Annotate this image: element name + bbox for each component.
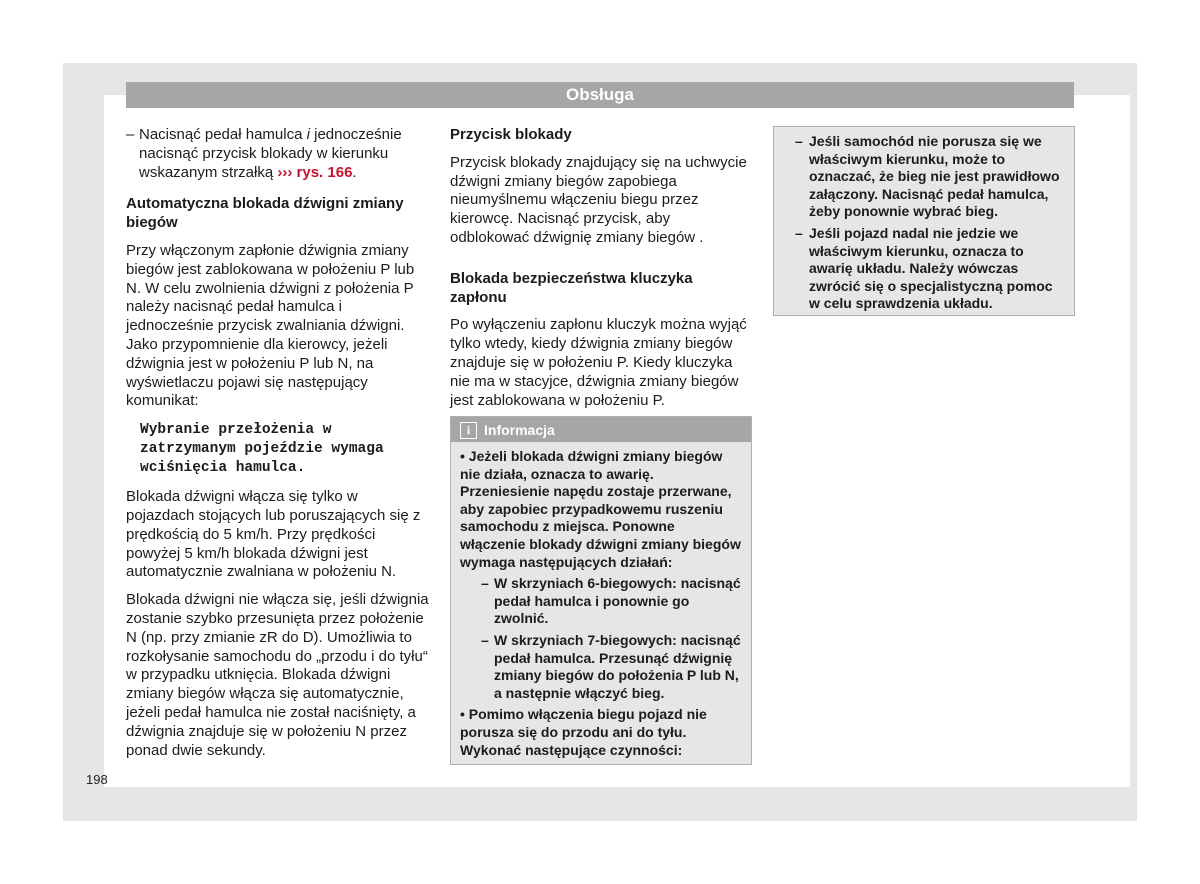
heading-auto-lock: Automatyczna blokada dźwigni zmiany biegów [126, 195, 404, 232]
display-message: Wybranie przełożenia w zatrzymanym pojeździe wymaga wciśnięcia hamulca. [140, 422, 384, 477]
section-title: Obsługa [565, 85, 634, 104]
paragraph-lock-bypass: Blokada dźwigni nie włącza się, jeśli dźwignia zostanie szybko przesunięta przez położenie N (np. przy zmianie zR do D). Umożliwia to rozkołysanie samochodu do „przodu i do tyłu“ w przypadku utknięcia. Blokada dźwigni zmiany biegów włącza się automatycznie, jeżeli pedał hamulca nie został naciśnięty, a dźwignia znajduje się w położeniu N przez ponad dwie sekundy. [126, 591, 429, 759]
paragraph-lock-speed: Blokada dźwigni włącza się tylko w pojazdach stojących lub poruszających się z prędkością do 5 km/h. Przy prędkości powyżej 5 km/h blokada dźwigni jest automatycznie zwalniana w położeniu N. [126, 488, 421, 581]
list-dash: – [126, 126, 135, 143]
info-sub-text: W skrzyniach 7-biegowych: nacisnąć pedał hamulca. Przesunąć dźwignię zmiany biegów do położenia P lub N, a następnie włączyć bieg. [494, 631, 741, 701]
info-sub-text: W skrzyniach 6-biegowych: nacisnąć pedał hamulca i ponownie go zwolnić. [494, 575, 741, 627]
heading-lock-button: Przycisk blokady [450, 126, 572, 143]
instruction-emphasis: i [306, 126, 310, 143]
info-title: Informacja [484, 422, 555, 438]
info-bullet: • Pomimo włączenia biegu pojazd nie porusza się do przodu ani do tyłu. Wykonać następujące czynności: [460, 706, 707, 758]
action-item [795, 133, 1064, 221]
actions-body [774, 127, 1074, 313]
info-icon: i [460, 422, 477, 439]
info-header [451, 417, 751, 442]
figure-reference-link[interactable]: ››› rys. 166 [277, 163, 353, 181]
paragraph-auto-lock: Przy włączonym zapłonie dźwignia zmiany biegów jest zablokowana w położeniu P lub N. W celu zwolnienia dźwigni z położenia P należy nacisnąć pedał hamulca i jednocześnie przycisk zwalniania dźwigni. Jako przypomnienie dla kierowcy, jeżeli dźwignia jest w położeniu P lub N, na wyświetlaczu pojawi się następujący komunikat: [126, 241, 415, 410]
instruction-end: . [352, 163, 357, 181]
instruction-text-cont: jednocześnie nacisnąć przycisk blokady w kierunku wskazanym strzałką [139, 126, 402, 181]
list-dash: – [481, 575, 489, 592]
info-body [451, 442, 751, 759]
list-dash: – [795, 224, 803, 241]
instruction-text: Nacisnąć pedał hamulca [139, 126, 307, 143]
info-sub-item [460, 632, 742, 702]
actions-box [773, 126, 1075, 316]
heading-key-lock: Blokada bezpieczeństwa kluczyka zapłonu [450, 269, 693, 306]
list-dash: – [481, 631, 489, 648]
paragraph-key-lock: Po wyłączeniu zapłonu kluczyk można wyjąć tylko wtedy, kiedy dźwignia zmiany biegów znajduje się w położeniu P. Kiedy kluczyka nie ma w stacyjce, dźwignia zmiany biegów jest zablokowana w położeniu P. [450, 316, 747, 409]
page-number: 198 [86, 772, 108, 787]
info-box [450, 416, 752, 765]
info-sub-item [460, 575, 742, 628]
info-bullet: • Jeżeli blokada dźwigni zmiany biegów nie działa, oznacza to awarię. Przeniesienie napędu zostaje przerwane, aby zapobiec przypadkowemu ruszeniu samochodu z miejsca. Ponowne włączenie blokady dźwigni zmiany biegów wymaga następujących działań: [460, 448, 741, 570]
paragraph-lock-button: Przycisk blokady znajdujący się na uchwycie dźwigni zmiany biegów zapobiega nieumyślnemu włączeniu biegu przez kierowcę. Nacisnąć przycisk, aby odblokować dźwignię zmiany biegów . [450, 153, 747, 246]
column-left [126, 126, 430, 760]
action-text: Jeśli pojazd nadal nie jedzie we właściwym kierunku, oznacza to awarię układu. Należy wówczas zwrócić się o specjalistyczną pomoc w celu sprawdzenia układu. [809, 224, 1053, 312]
action-item [795, 225, 1064, 313]
list-dash: – [795, 133, 803, 149]
instruction-item [126, 126, 430, 182]
action-text: Jeśli samochód nie porusza się we właściwym kierunku, może to oznaczać, że bieg nie jest prawidłowo załączony. Nacisnąć pedał hamulca, żeby ponownie wybrać bieg. [809, 133, 1060, 220]
section-header [126, 82, 1074, 108]
column-middle [450, 126, 750, 410]
